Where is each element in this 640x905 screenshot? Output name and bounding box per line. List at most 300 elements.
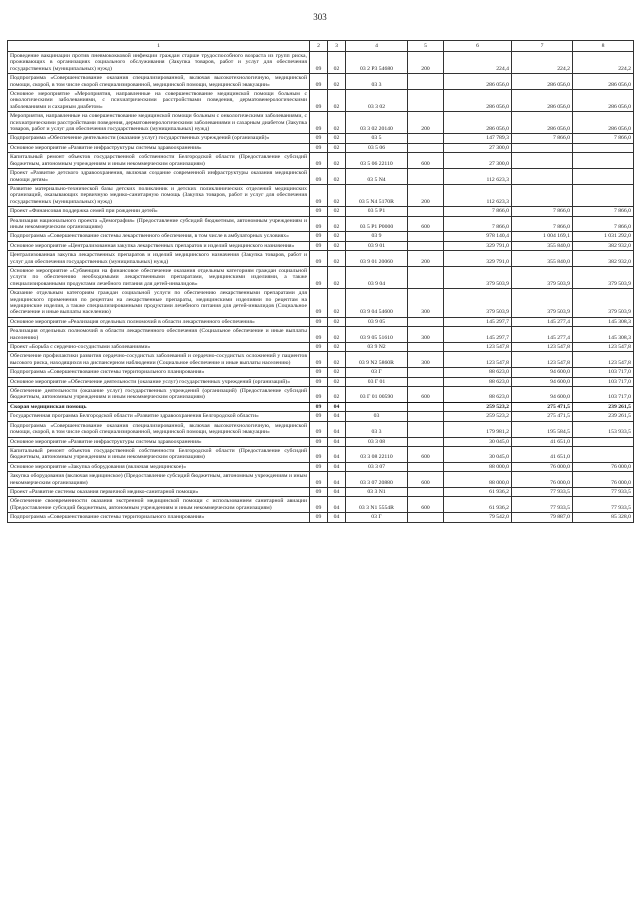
section-code-cell: 09: [310, 241, 328, 250]
amount-year1-cell: 61 936,2: [444, 497, 512, 513]
table-row: [8, 216, 634, 232]
subsection-code-cell: 02: [328, 207, 346, 216]
amount-year1-cell: 30 045,0: [444, 437, 512, 446]
expense-type-cell: [408, 169, 444, 185]
target-article-cell: 03 3 N1: [346, 487, 408, 496]
expense-type-cell: 600: [408, 153, 444, 169]
amount-year1-cell: 179 981,2: [444, 421, 512, 437]
row-name-cell: Обеспечение профилактики развития сердечно-сосудистых заболеваний и сердечно-сосудистых осложнений у пациентов высокого риска, находящихся на диспансерном наблюдении (Социальное обеспечение и иные выплаты населению): [8, 352, 310, 368]
amount-year2-cell: 7 866,0: [512, 134, 573, 143]
expense-type-cell: [408, 134, 444, 143]
section-code-cell: 09: [310, 112, 328, 134]
amount-year2-cell: 94 600,0: [512, 368, 573, 377]
expense-type-cell: [408, 437, 444, 446]
target-article-cell: 03 9 04: [346, 266, 408, 288]
amount-year3-cell: [573, 184, 634, 206]
target-article-cell: 03 3 07: [346, 462, 408, 471]
subsection-code-cell: 04: [328, 462, 346, 471]
row-name-cell: Развитие материально-технической базы детских поликлиник и детских поликлинических отделений медицинских организаций, оказывающих первичную медико-санитарную помощь (Закупка товаров, работ и услуг для обеспечения государственных (муниципальных) нужд): [8, 184, 310, 206]
amount-year2-cell: 224,2: [512, 52, 573, 74]
section-code-cell: 09: [310, 169, 328, 185]
table-row: [8, 487, 634, 496]
subsection-code-cell: 02: [328, 74, 346, 90]
target-article-cell: 03 9 N2 5860R: [346, 352, 408, 368]
amount-year3-cell: 76 000,0: [573, 462, 634, 471]
expense-type-cell: 600: [408, 216, 444, 232]
amount-year2-cell: [512, 153, 573, 169]
table-row: [8, 513, 634, 522]
column-header: 7: [512, 41, 573, 52]
target-article-cell: 03 Г 01: [346, 377, 408, 386]
expense-type-cell: [408, 513, 444, 522]
section-code-cell: 09: [310, 352, 328, 368]
table-row: [8, 112, 634, 134]
section-code-cell: 09: [310, 266, 328, 288]
section-code-cell: 09: [310, 343, 328, 352]
amount-year2-cell: 379 503,9: [512, 289, 573, 318]
expense-type-cell: 200: [408, 251, 444, 267]
amount-year3-cell: 145 308,3: [573, 317, 634, 326]
page-number: 303: [313, 12, 327, 22]
section-code-cell: 09: [310, 472, 328, 488]
amount-year2-cell: 77 933,5: [512, 497, 573, 513]
amount-year3-cell: 103 717,0: [573, 368, 634, 377]
target-article-cell: 03 Г: [346, 513, 408, 522]
row-name-cell: Проведение вакцинации против пневмококковой инфекции граждан старше трудоспособного возраста из групп риска, проживающих в организациях социального обслуживания (Закупка товаров, работ и услуг для обеспечения государственных (муниципальных) нужд): [8, 52, 310, 74]
column-header: 6: [444, 41, 512, 52]
column-header: 1: [8, 41, 310, 52]
amount-year3-cell: 103 717,0: [573, 377, 634, 386]
table-row: [8, 241, 634, 250]
expense-type-cell: 600: [408, 472, 444, 488]
amount-year3-cell: 379 503,9: [573, 289, 634, 318]
amount-year1-cell: 978 140,4: [444, 232, 512, 241]
section-code-cell: 09: [310, 143, 328, 152]
amount-year2-cell: 145 277,4: [512, 317, 573, 326]
expense-type-cell: 200: [408, 52, 444, 74]
row-name-cell: Обеспечение деятельности (оказание услуг) государственных учреждений (организаций) (Предоставление субсидий бюджетным, автономным учреждениям и иным некоммерческим организациям): [8, 387, 310, 403]
amount-year2-cell: 7 866,0: [512, 216, 573, 232]
amount-year1-cell: 27 300,0: [444, 143, 512, 152]
row-name-cell: Централизованная закупка лекарственных препаратов и изделий медицинского назначения (Закупка товаров, работ и услуг для обеспечения государственных (муниципальных) нужд): [8, 251, 310, 267]
expense-type-cell: [408, 343, 444, 352]
amount-year3-cell: 103 717,0: [573, 387, 634, 403]
target-article-cell: 03 5 N4: [346, 169, 408, 185]
target-article-cell: 03 9 05 51610: [346, 327, 408, 343]
table-row: [8, 184, 634, 206]
subsection-code-cell: 04: [328, 412, 346, 421]
section-code-cell: 09: [310, 421, 328, 437]
target-article-cell: 03 5 N4 5170R: [346, 184, 408, 206]
subsection-code-cell: 02: [328, 343, 346, 352]
expense-type-cell: [408, 143, 444, 152]
section-code-cell: 09: [310, 52, 328, 74]
amount-year2-cell: 195 584,5: [512, 421, 573, 437]
amount-year1-cell: 61 936,2: [444, 487, 512, 496]
subsection-code-cell: 04: [328, 446, 346, 462]
column-header: 2: [310, 41, 328, 52]
subsection-code-cell: 02: [328, 241, 346, 250]
table-row: [8, 377, 634, 386]
row-name-cell: Скорая медицинская помощь: [8, 402, 310, 411]
expense-type-cell: [408, 241, 444, 250]
expense-type-cell: 300: [408, 289, 444, 318]
amount-year1-cell: 7 866,0: [444, 207, 512, 216]
table-row: [8, 143, 634, 152]
row-name-cell: Проект «Финансовая поддержка семей при рождении детей»: [8, 207, 310, 216]
target-article-cell: 03 3 02 20140: [346, 112, 408, 134]
column-header: 5: [408, 41, 444, 52]
section-code-cell: 09: [310, 437, 328, 446]
amount-year2-cell: 76 000,0: [512, 462, 573, 471]
amount-year1-cell: 329 791,0: [444, 251, 512, 267]
table-row: [8, 352, 634, 368]
target-article-cell: 03 3 07 20880: [346, 472, 408, 488]
table-row: [8, 251, 634, 267]
subsection-code-cell: 02: [328, 232, 346, 241]
row-name-cell: Государственная программа Белгородской области «Развитие здравоохранения Белгородской области»: [8, 412, 310, 421]
section-code-cell: 09: [310, 184, 328, 206]
expense-type-cell: 200: [408, 112, 444, 134]
amount-year3-cell: 145 308,3: [573, 327, 634, 343]
amount-year2-cell: 286 056,0: [512, 112, 573, 134]
section-code-cell: 09: [310, 90, 328, 112]
section-code-cell: 09: [310, 412, 328, 421]
target-article-cell: 03 3: [346, 421, 408, 437]
row-name-cell: Подпрограмма «Совершенствование системы лекарственного обеспечения, в том числе в амбулаторных условиях»: [8, 232, 310, 241]
row-name-cell: Подпрограмма «Совершенствование системы территориального планирования»: [8, 368, 310, 377]
section-code-cell: 09: [310, 377, 328, 386]
amount-year2-cell: [512, 184, 573, 206]
row-name-cell: Оказание отдельным категориям граждан социальной услуги по обеспечению лекарственными препаратами для медицинского применения по рецептам на лекарственные препараты, медицинскими изделиями по рецептам на медицинские изделия, а также специализированными продуктами лечебного питания для детей-инвалидов (Социальное обеспечение и иные выплаты населению): [8, 289, 310, 318]
target-article-cell: 03 9 01 20060: [346, 251, 408, 267]
row-name-cell: Обеспечение своевременности оказания экстренной медицинской помощи с использованием санитарной авиации (Предоставление субсидий бюджетным, автономным учреждениям и иным некоммерческим организациям): [8, 497, 310, 513]
target-article-cell: 03 9 05: [346, 317, 408, 326]
table-row: [8, 327, 634, 343]
subsection-code-cell: 04: [328, 421, 346, 437]
amount-year3-cell: [573, 169, 634, 185]
expense-type-cell: [408, 232, 444, 241]
subsection-code-cell: 02: [328, 317, 346, 326]
row-name-cell: Основное мероприятие «Субвенции на финансовое обеспечение оказания отдельным категориям граждан социальной услуги по обеспечению необходимыми лекарственными препаратами, медицинскими изделиями, а также специализированными продуктами лечебного питания для детей-инвалидов»: [8, 266, 310, 288]
table-row: [8, 153, 634, 169]
amount-year3-cell: 85 328,0: [573, 513, 634, 522]
table-row: [8, 317, 634, 326]
section-code-cell: 09: [310, 232, 328, 241]
target-article-cell: 03 3 02: [346, 90, 408, 112]
amount-year1-cell: 286 056,0: [444, 74, 512, 90]
amount-year3-cell: 382 932,0: [573, 251, 634, 267]
subsection-code-cell: 02: [328, 112, 346, 134]
amount-year1-cell: 145 297,7: [444, 327, 512, 343]
amount-year1-cell: 147 789,3: [444, 134, 512, 143]
table-row: [8, 289, 634, 318]
amount-year3-cell: 224,2: [573, 52, 634, 74]
subsection-code-cell: 02: [328, 184, 346, 206]
amount-year1-cell: 224,4: [444, 52, 512, 74]
subsection-code-cell: 02: [328, 134, 346, 143]
amount-year1-cell: 286 056,0: [444, 90, 512, 112]
amount-year2-cell: 286 056,0: [512, 90, 573, 112]
row-name-cell: Реализация отдельных полномочий в области лекарственного обеспечения (Социальное обеспечение и иные выплаты населению): [8, 327, 310, 343]
budget-table: [7, 40, 634, 523]
table-row: [8, 402, 634, 411]
section-code-cell: 09: [310, 487, 328, 496]
amount-year1-cell: 30 045,0: [444, 446, 512, 462]
amount-year2-cell: 379 503,9: [512, 266, 573, 288]
target-article-cell: 03 Г: [346, 368, 408, 377]
subsection-code-cell: 04: [328, 497, 346, 513]
expense-type-cell: [408, 402, 444, 411]
target-article-cell: [346, 402, 408, 411]
target-article-cell: 03: [346, 412, 408, 421]
row-name-cell: Подпрограмма «Совершенствование оказания специализированной, включая высокотехнологичную, медицинской помощи, скорой, в том числе скорой специализированной, медицинской помощи, медицинской эвакуации»: [8, 421, 310, 437]
row-name-cell: Капитальный ремонт объектов государственной собственности Белгородской области (Предоставление субсидий бюджетным, автономным учреждениям и иным некоммерческим организациям): [8, 446, 310, 462]
expense-type-cell: 600: [408, 497, 444, 513]
amount-year1-cell: 259 523,2: [444, 402, 512, 411]
section-code-cell: 09: [310, 368, 328, 377]
section-code-cell: 09: [310, 402, 328, 411]
table-row: [8, 343, 634, 352]
subsection-code-cell: 02: [328, 327, 346, 343]
subsection-code-cell: 02: [328, 169, 346, 185]
expense-type-cell: [408, 317, 444, 326]
amount-year3-cell: 286 056,0: [573, 90, 634, 112]
expense-type-cell: [408, 90, 444, 112]
amount-year1-cell: 88 000,0: [444, 472, 512, 488]
section-code-cell: 09: [310, 251, 328, 267]
amount-year2-cell: 275 471,5: [512, 412, 573, 421]
row-name-cell: Мероприятия, направленные на совершенствование медицинской помощи больным с онкологическими заболеваниями, с психиатрическими расстройствами поведения, дерматовенерологическими заболеваниями и сахарным диабетом (Закупка товаров, работ и услуг для обеспечения государственных (муниципальных) нужд): [8, 112, 310, 134]
amount-year1-cell: 259 523,2: [444, 412, 512, 421]
subsection-code-cell: 02: [328, 289, 346, 318]
row-name-cell: Капитальный ремонт объектов государственной собственности Белгородской области (Предоставление субсидий бюджетным, автономным учреждениям и иным некоммерческим организациям): [8, 153, 310, 169]
section-code-cell: 09: [310, 134, 328, 143]
target-article-cell: 03 3: [346, 74, 408, 90]
table-row: [8, 232, 634, 241]
subsection-code-cell: 02: [328, 266, 346, 288]
target-article-cell: 03 3 08 22110: [346, 446, 408, 462]
expense-type-cell: 600: [408, 387, 444, 403]
row-name-cell: Основное мероприятие «Закупка оборудования (включая медицинское)»: [8, 462, 310, 471]
expense-type-cell: 600: [408, 446, 444, 462]
amount-year3-cell: 379 503,9: [573, 266, 634, 288]
target-article-cell: 03 Г 01 00590: [346, 387, 408, 403]
amount-year1-cell: 112 623,3: [444, 184, 512, 206]
row-name-cell: Подпрограмма «Совершенствование оказания специализированной, включая высокотехнологичную, медицинской помощи, скорой, в том числе скорой специализированной, медицинской помощи, медицинской эвакуации»: [8, 74, 310, 90]
section-code-cell: 09: [310, 462, 328, 471]
row-name-cell: Закупка оборудования (включая медицинское) (Предоставление субсидий бюджетным, автономным учреждениям и иным некоммерческим организациям): [8, 472, 310, 488]
subsection-code-cell: 02: [328, 387, 346, 403]
table-row: [8, 207, 634, 216]
section-code-cell: 09: [310, 74, 328, 90]
amount-year3-cell: [573, 143, 634, 152]
section-code-cell: 09: [310, 289, 328, 318]
table-row: [8, 446, 634, 462]
row-name-cell: Проект «Развитие детского здравоохранения, включая создание современной инфраструктуры оказания медицинской помощи детям»: [8, 169, 310, 185]
row-name-cell: Основное мероприятие «Обеспечение деятельности (оказание услуг) государственных учреждений (организаций)»: [8, 377, 310, 386]
amount-year2-cell: 1 004 169,1: [512, 232, 573, 241]
table-row: [8, 90, 634, 112]
amount-year2-cell: 286 056,0: [512, 74, 573, 90]
expense-type-cell: [408, 462, 444, 471]
table-row: [8, 472, 634, 488]
expense-type-cell: [408, 74, 444, 90]
table-row: [8, 52, 634, 74]
amount-year1-cell: 88 623,0: [444, 368, 512, 377]
amount-year2-cell: 94 600,0: [512, 377, 573, 386]
amount-year2-cell: 123 547,8: [512, 352, 573, 368]
amount-year2-cell: 76 000,0: [512, 472, 573, 488]
amount-year1-cell: 79 542,0: [444, 513, 512, 522]
subsection-code-cell: 02: [328, 90, 346, 112]
subsection-code-cell: 02: [328, 251, 346, 267]
amount-year2-cell: 7 866,0: [512, 207, 573, 216]
subsection-code-cell: 02: [328, 52, 346, 74]
subsection-code-cell: 02: [328, 352, 346, 368]
amount-year2-cell: 41 651,0: [512, 446, 573, 462]
section-code-cell: 09: [310, 327, 328, 343]
amount-year2-cell: 355 840,0: [512, 241, 573, 250]
row-name-cell: Проект «Борьба с сердечно-сосудистыми заболеваниями»: [8, 343, 310, 352]
row-name-cell: Подпрограмма «Совершенствование системы территориального планирования»: [8, 513, 310, 522]
target-article-cell: 03 3 N1 5554R: [346, 497, 408, 513]
amount-year3-cell: 77 933,5: [573, 497, 634, 513]
amount-year3-cell: 77 933,5: [573, 487, 634, 496]
amount-year3-cell: 153 933,5: [573, 421, 634, 437]
target-article-cell: 03 5 Р1: [346, 207, 408, 216]
subsection-code-cell: 02: [328, 377, 346, 386]
amount-year1-cell: 286 056,0: [444, 112, 512, 134]
expense-type-cell: [408, 368, 444, 377]
table-row: [8, 266, 634, 288]
amount-year3-cell: 123 547,8: [573, 352, 634, 368]
section-code-cell: 09: [310, 207, 328, 216]
table-row: [8, 421, 634, 437]
section-code-cell: 09: [310, 216, 328, 232]
section-code-cell: 09: [310, 387, 328, 403]
amount-year3-cell: 76 000,0: [573, 472, 634, 488]
amount-year3-cell: 7 866,0: [573, 207, 634, 216]
table-row: [8, 497, 634, 513]
row-name-cell: Основное мероприятие «Централизованная закупка лекарственных препаратов и изделий медицинского назначения»: [8, 241, 310, 250]
amount-year3-cell: 7 866,0: [573, 134, 634, 143]
amount-year1-cell: 7 866,0: [444, 216, 512, 232]
row-name-cell: Основное мероприятие «Развитие инфраструктуры системы здравоохранения»: [8, 437, 310, 446]
section-code-cell: 09: [310, 153, 328, 169]
table-row: [8, 437, 634, 446]
subsection-code-cell: 02: [328, 153, 346, 169]
expense-type-cell: [408, 207, 444, 216]
column-header: 8: [573, 41, 634, 52]
section-code-cell: 09: [310, 317, 328, 326]
amount-year1-cell: 112 623,3: [444, 169, 512, 185]
column-header: 4: [346, 41, 408, 52]
amount-year1-cell: 379 503,9: [444, 289, 512, 318]
target-article-cell: 03 3 08: [346, 437, 408, 446]
amount-year3-cell: [573, 437, 634, 446]
amount-year2-cell: 355 840,0: [512, 251, 573, 267]
amount-year3-cell: 286 056,0: [573, 74, 634, 90]
subsection-code-cell: 04: [328, 437, 346, 446]
amount-year2-cell: 79 887,0: [512, 513, 573, 522]
amount-year2-cell: [512, 143, 573, 152]
subsection-code-cell: 02: [328, 143, 346, 152]
table-row: [8, 387, 634, 403]
subsection-code-cell: 04: [328, 472, 346, 488]
expense-type-cell: [408, 266, 444, 288]
amount-year2-cell: 94 600,0: [512, 387, 573, 403]
expense-type-cell: [408, 412, 444, 421]
section-code-cell: 09: [310, 446, 328, 462]
target-article-cell: 03 5: [346, 134, 408, 143]
target-article-cell: 03 9 N2: [346, 343, 408, 352]
amount-year3-cell: 239 261,5: [573, 402, 634, 411]
amount-year3-cell: 7 866,0: [573, 216, 634, 232]
expense-type-cell: 300: [408, 352, 444, 368]
amount-year1-cell: 88 623,0: [444, 377, 512, 386]
table-row: [8, 134, 634, 143]
amount-year1-cell: 27 300,0: [444, 153, 512, 169]
amount-year3-cell: 382 932,0: [573, 241, 634, 250]
subsection-code-cell: 04: [328, 487, 346, 496]
target-article-cell: 03 5 Р1 Р0000: [346, 216, 408, 232]
expense-type-cell: [408, 377, 444, 386]
amount-year2-cell: 123 547,8: [512, 343, 573, 352]
amount-year1-cell: 329 791,0: [444, 241, 512, 250]
amount-year1-cell: 145 297,7: [444, 317, 512, 326]
row-name-cell: Проект «Развитие системы оказания первичной медико-санитарной помощи»: [8, 487, 310, 496]
amount-year3-cell: [573, 446, 634, 462]
expense-type-cell: [408, 487, 444, 496]
amount-year3-cell: 1 031 292,0: [573, 232, 634, 241]
section-code-cell: 09: [310, 513, 328, 522]
target-article-cell: 03 5 06 22110: [346, 153, 408, 169]
table-row: [8, 368, 634, 377]
expense-type-cell: 200: [408, 184, 444, 206]
amount-year3-cell: 239 261,5: [573, 412, 634, 421]
expense-type-cell: [408, 421, 444, 437]
target-article-cell: 03 9 01: [346, 241, 408, 250]
amount-year2-cell: 145 277,4: [512, 327, 573, 343]
target-article-cell: 03 2 Р3 54680: [346, 52, 408, 74]
section-code-cell: 09: [310, 497, 328, 513]
amount-year3-cell: 286 056,0: [573, 112, 634, 134]
expense-type-cell: 300: [408, 327, 444, 343]
subsection-code-cell: 04: [328, 513, 346, 522]
row-name-cell: Подпрограмма «Обеспечение деятельности (оказание услуг) государственных учреждений (организаций)»: [8, 134, 310, 143]
column-header: 3: [328, 41, 346, 52]
amount-year2-cell: 41 651,0: [512, 437, 573, 446]
amount-year3-cell: [573, 153, 634, 169]
target-article-cell: 03 9: [346, 232, 408, 241]
amount-year2-cell: 275 471,5: [512, 402, 573, 411]
row-name-cell: Основное мероприятие «Мероприятия, направленные на совершенствование медицинской помощи больным с онкологическими заболеваниями, с психиатрическими расстройствами поведения, дерматовенерологическими заболеваниями и сахарным диабетом»: [8, 90, 310, 112]
table-row: [8, 169, 634, 185]
row-name-cell: Основное мероприятие «Развитие инфраструктуры системы здравоохранения»: [8, 143, 310, 152]
amount-year1-cell: 123 547,8: [444, 343, 512, 352]
amount-year1-cell: 88 000,0: [444, 462, 512, 471]
amount-year2-cell: 77 933,5: [512, 487, 573, 496]
subsection-code-cell: 04: [328, 402, 346, 411]
target-article-cell: 03 5 06: [346, 143, 408, 152]
amount-year1-cell: 123 547,8: [444, 352, 512, 368]
table-row: [8, 462, 634, 471]
amount-year1-cell: 379 503,9: [444, 266, 512, 288]
row-name-cell: Реализация национального проекта «Демография» (Предоставление субсидий бюджетным, автономным учреждениям и иным некоммерческим организациям): [8, 216, 310, 232]
table-row: [8, 74, 634, 90]
column-number-header-row: [8, 41, 634, 52]
